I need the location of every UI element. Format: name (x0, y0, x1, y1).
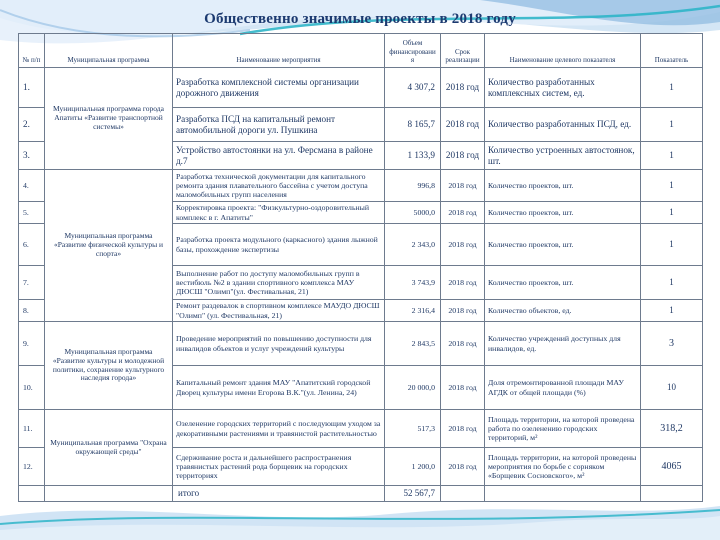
cell-activity: Ремонт раздевалок в спортивном комплексе МАУДО ДЮСШ "Олимп" (ул. Фестивальная, 21) (173, 300, 385, 322)
cell-program: Муниципальная программа города Апатиты «Развитие транспортной системы» (45, 68, 173, 170)
cell-num: 1. (19, 68, 45, 108)
cell-activity: Корректировка проекта: "Физкультурно-оздоровительный комплекс в г. Апатиты" (173, 202, 385, 224)
cell-indicator: Количество учреждений доступных для инвалидов, ед. (485, 322, 641, 366)
cell-funding: 5000,0 (385, 202, 441, 224)
total-label: итого (173, 486, 385, 502)
cell-term: 2018 год (441, 266, 485, 300)
table-row (19, 410, 703, 448)
cell-value: 1 (641, 142, 703, 170)
cell-activity: Выполнение работ по доступу маломобильных групп в вестибюль №2 в здании спортивного комплекса МАУ ДЮСШ "Олимп"(ул. Фестивальная, 21) (173, 266, 385, 300)
col-header-activity: Наименование мероприятия (173, 34, 385, 68)
cell-activity: Озеленение городских территорий с последующим уходом за декоративными растениями и травянистой растительностью (173, 410, 385, 448)
page-title: Общественно значимые проекты в 2018 году (204, 11, 516, 27)
cell-empty (19, 486, 45, 502)
cell-activity: Сдерживание роста и дальнейшего распространения травянистых растений рода борщевик на городских территориях (173, 448, 385, 486)
table-row (19, 322, 703, 366)
col-header-term: Срок реализации (441, 34, 485, 68)
cell-activity: Разработка комплексной системы организации дорожного движения (173, 68, 385, 108)
cell-term: 2018 год (441, 322, 485, 366)
bottom-wave-decoration (0, 496, 720, 540)
total-row (19, 486, 703, 502)
projects-table (18, 33, 703, 502)
cell-funding: 8 165,7 (385, 108, 441, 142)
cell-value: 1 (641, 224, 703, 266)
cell-term: 2018 год (441, 202, 485, 224)
cell-funding: 1 133,9 (385, 142, 441, 170)
cell-activity: Разработка технической документации для капитального ремонта здания плавательного бассейна с учетом доступа маломобильных групп населения (173, 170, 385, 202)
cell-program: Муниципальная программа "Охрана окружающей среды" (45, 410, 173, 486)
header-row (19, 34, 703, 68)
cell-empty (441, 486, 485, 502)
cell-funding: 3 743,9 (385, 266, 441, 300)
cell-value: 1 (641, 202, 703, 224)
cell-indicator: Количество проектов, шт. (485, 170, 641, 202)
cell-indicator: Количество проектов, шт. (485, 266, 641, 300)
cell-term: 2018 год (441, 366, 485, 410)
cell-activity: Разработка ПСД на капитальный ремонт автомобильной дороги ул. Пушкина (173, 108, 385, 142)
cell-indicator: Количество разработанных комплексных систем, ед. (485, 68, 641, 108)
cell-term: 2018 год (441, 410, 485, 448)
cell-empty (641, 486, 703, 502)
cell-num: 8. (19, 300, 45, 322)
col-header-funding: Объем финансирования (385, 34, 441, 68)
cell-indicator: Количество объектов, ед. (485, 300, 641, 322)
cell-funding: 2 316,4 (385, 300, 441, 322)
cell-indicator: Количество проектов, шт. (485, 202, 641, 224)
cell-value: 4065 (641, 448, 703, 486)
cell-num: 6. (19, 224, 45, 266)
cell-num: 3. (19, 142, 45, 170)
cell-num: 10. (19, 366, 45, 410)
cell-funding: 517,3 (385, 410, 441, 448)
col-header-num: № п/п (19, 34, 45, 68)
table-row (19, 68, 703, 108)
cell-num: 11. (19, 410, 45, 448)
col-header-value: Показатель (641, 34, 703, 68)
cell-term: 2018 год (441, 142, 485, 170)
col-header-indicator: Наименование целевого показателя (485, 34, 641, 68)
cell-num: 4. (19, 170, 45, 202)
cell-indicator: Количество устроенных автостоянок, шт. (485, 142, 641, 170)
cell-term: 2018 год (441, 108, 485, 142)
col-header-program: Муниципальная программа (45, 34, 173, 68)
cell-term: 2018 год (441, 170, 485, 202)
cell-indicator: Площадь территории, на которой проведена работа по озеленению городских территорий, м² (485, 410, 641, 448)
cell-value: 1 (641, 300, 703, 322)
cell-term: 2018 год (441, 224, 485, 266)
cell-activity: Капитальный ремонт здания МАУ "Апатитский городской Дворец культуры имени Егорова В.К."(ул. Ленина, 24) (173, 366, 385, 410)
cell-term: 2018 год (441, 68, 485, 108)
cell-activity: Разработка проекта модульного (каркасного) здания лыжной базы, прохождение экспертизы (173, 224, 385, 266)
cell-funding: 2 343,0 (385, 224, 441, 266)
cell-value: 1 (641, 170, 703, 202)
cell-funding: 2 843,5 (385, 322, 441, 366)
cell-empty (45, 486, 173, 502)
cell-empty (485, 486, 641, 502)
cell-program: Муниципальная программа «Развитие культуры и молодежной политики, сохранение культурного наследия города» (45, 322, 173, 410)
cell-term: 2018 год (441, 448, 485, 486)
table-row (19, 170, 703, 202)
cell-value: 1 (641, 68, 703, 108)
cell-funding: 4 307,2 (385, 68, 441, 108)
cell-value: 3 (641, 322, 703, 366)
cell-program: Муниципальная программа «Развитие физической культуры и спорта» (45, 170, 173, 322)
cell-indicator: Количество разработанных ПСД, ед. (485, 108, 641, 142)
cell-indicator: Доля отремонтированной площади МАУ АГДК от общей площади (%) (485, 366, 641, 410)
total-funding: 52 567,7 (385, 486, 441, 502)
cell-term: 2018 год (441, 300, 485, 322)
cell-activity: Устройство автостоянки на ул. Ферсмана в районе д.7 (173, 142, 385, 170)
cell-funding: 20 000,0 (385, 366, 441, 410)
cell-indicator: Количество проектов, шт. (485, 224, 641, 266)
cell-num: 5. (19, 202, 45, 224)
cell-funding: 996,8 (385, 170, 441, 202)
cell-num: 12. (19, 448, 45, 486)
cell-value: 318,2 (641, 410, 703, 448)
cell-value: 1 (641, 108, 703, 142)
cell-funding: 1 200,0 (385, 448, 441, 486)
cell-value: 10 (641, 366, 703, 410)
cell-activity: Проведение мероприятий по повышению доступности для инвалидов объектов и услуг учреждений культуры (173, 322, 385, 366)
cell-num: 2. (19, 108, 45, 142)
cell-num: 7. (19, 266, 45, 300)
cell-value: 1 (641, 266, 703, 300)
cell-indicator: Площадь территории, на которой проведены мероприятия по борьбе с сорняком «Борщевик Сосновского», м² (485, 448, 641, 486)
cell-num: 9. (19, 322, 45, 366)
